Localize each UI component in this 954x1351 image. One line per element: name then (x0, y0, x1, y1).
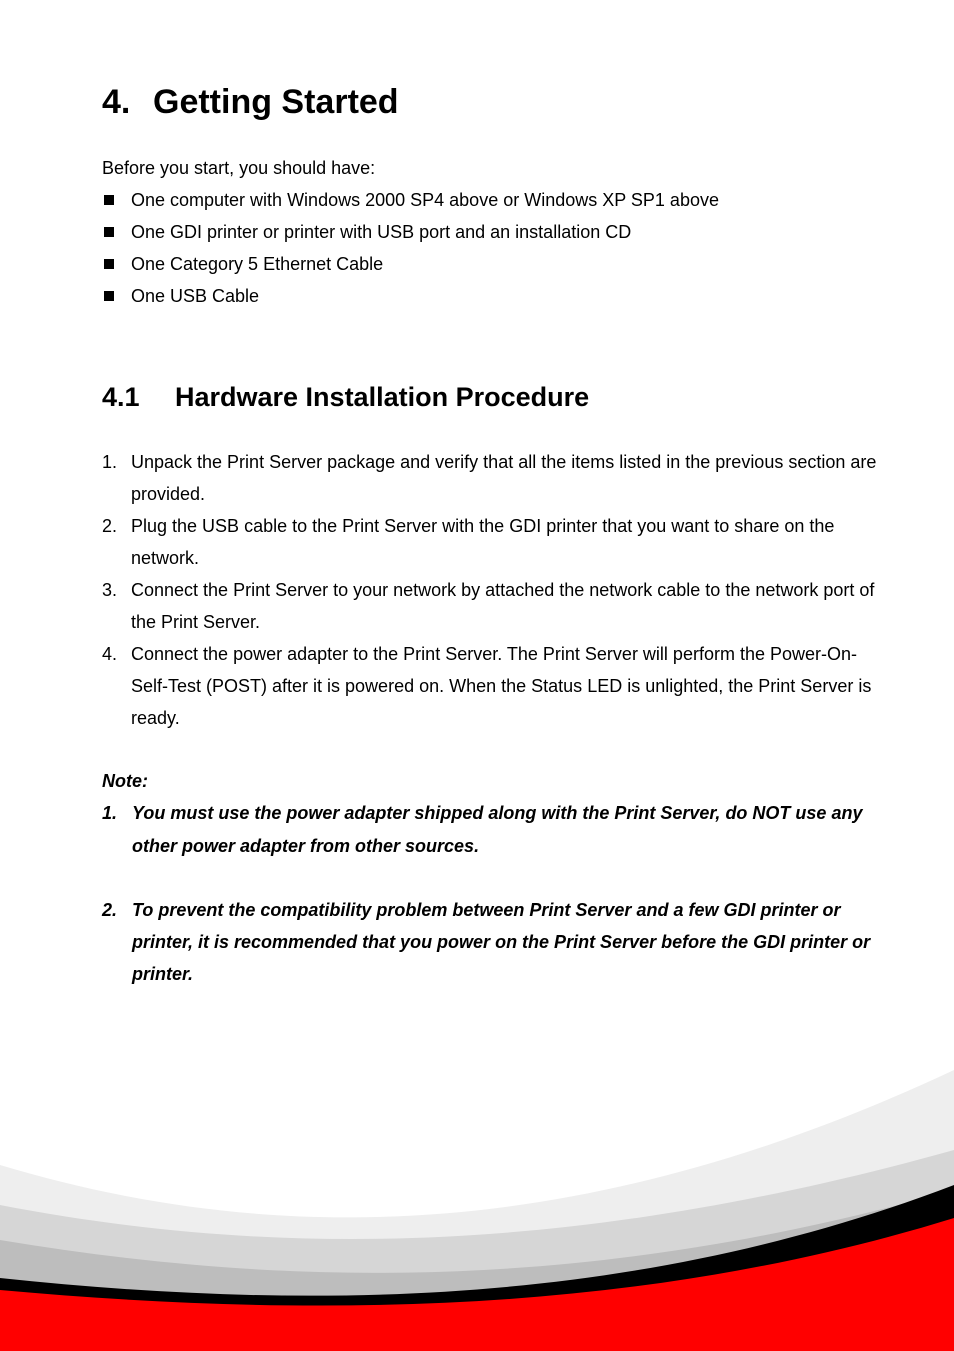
square-bullet-icon (104, 291, 114, 301)
step-text: Plug the USB cable to the Print Server with the GDI printer that you want to share on the network. (131, 516, 835, 568)
square-bullet-icon (104, 195, 114, 205)
list-item (102, 216, 719, 248)
note-item (102, 894, 882, 990)
step-number: 1. (102, 452, 118, 472)
step-number: 3. (102, 580, 118, 600)
section-number: 4.1 (102, 382, 140, 412)
list-item (102, 280, 719, 312)
list-item-text: One GDI printer or printer with USB port and an installation CD (131, 222, 632, 242)
procedure-step (102, 510, 882, 574)
section-title: Hardware Installation Procedure (175, 382, 590, 412)
procedure-step (102, 446, 882, 510)
list-item-text: One computer with Windows 2000 SP4 above or Windows XP SP1 above (131, 190, 719, 210)
section-heading (102, 378, 589, 416)
procedure-step (102, 638, 882, 734)
note-item (102, 797, 882, 863)
list-item (102, 184, 719, 216)
list-item-text: One Category 5 Ethernet Cable (131, 254, 384, 274)
step-text: Connect the power adapter to the Print Server. The Print Server will perform the Power-On-Self-Test (POST) after it is powered on. When the Status LED is unlighted, the Print Server is ready. (131, 644, 872, 728)
step-number: 4. (102, 644, 118, 664)
note-number: 2. (102, 900, 118, 920)
list-item (102, 248, 719, 280)
footer-swoosh-decoration (0, 1040, 954, 1351)
step-text: Connect the Print Server to your network by attached the network cable to the network port of the Print Server. (131, 580, 875, 632)
requirements-list (102, 184, 719, 312)
chapter-number: 4. (102, 83, 131, 121)
procedure-step (102, 574, 882, 638)
note-text: You must use the power adapter shipped along with the Print Server, do NOT use any other power adapter from other sources. (132, 803, 863, 856)
note-title: Note: (102, 771, 148, 791)
procedure-steps (102, 446, 882, 734)
square-bullet-icon (104, 259, 114, 269)
note-number: 1. (102, 803, 118, 823)
list-item-text: One USB Cable (131, 286, 260, 306)
step-number: 2. (102, 516, 118, 536)
chapter-heading (102, 80, 399, 124)
intro-text: Before you start, you should have: (102, 158, 376, 178)
note-list (102, 797, 882, 990)
chapter-title: Getting Started (153, 83, 399, 121)
note-text: To prevent the compatibility problem between Print Server and a few GDI printer or printer, it is recommended that you power on the Print Server before the GDI printer or printer. (132, 900, 871, 984)
square-bullet-icon (104, 227, 114, 237)
step-text: Unpack the Print Server package and verify that all the items listed in the previous section are provided. (131, 452, 877, 504)
